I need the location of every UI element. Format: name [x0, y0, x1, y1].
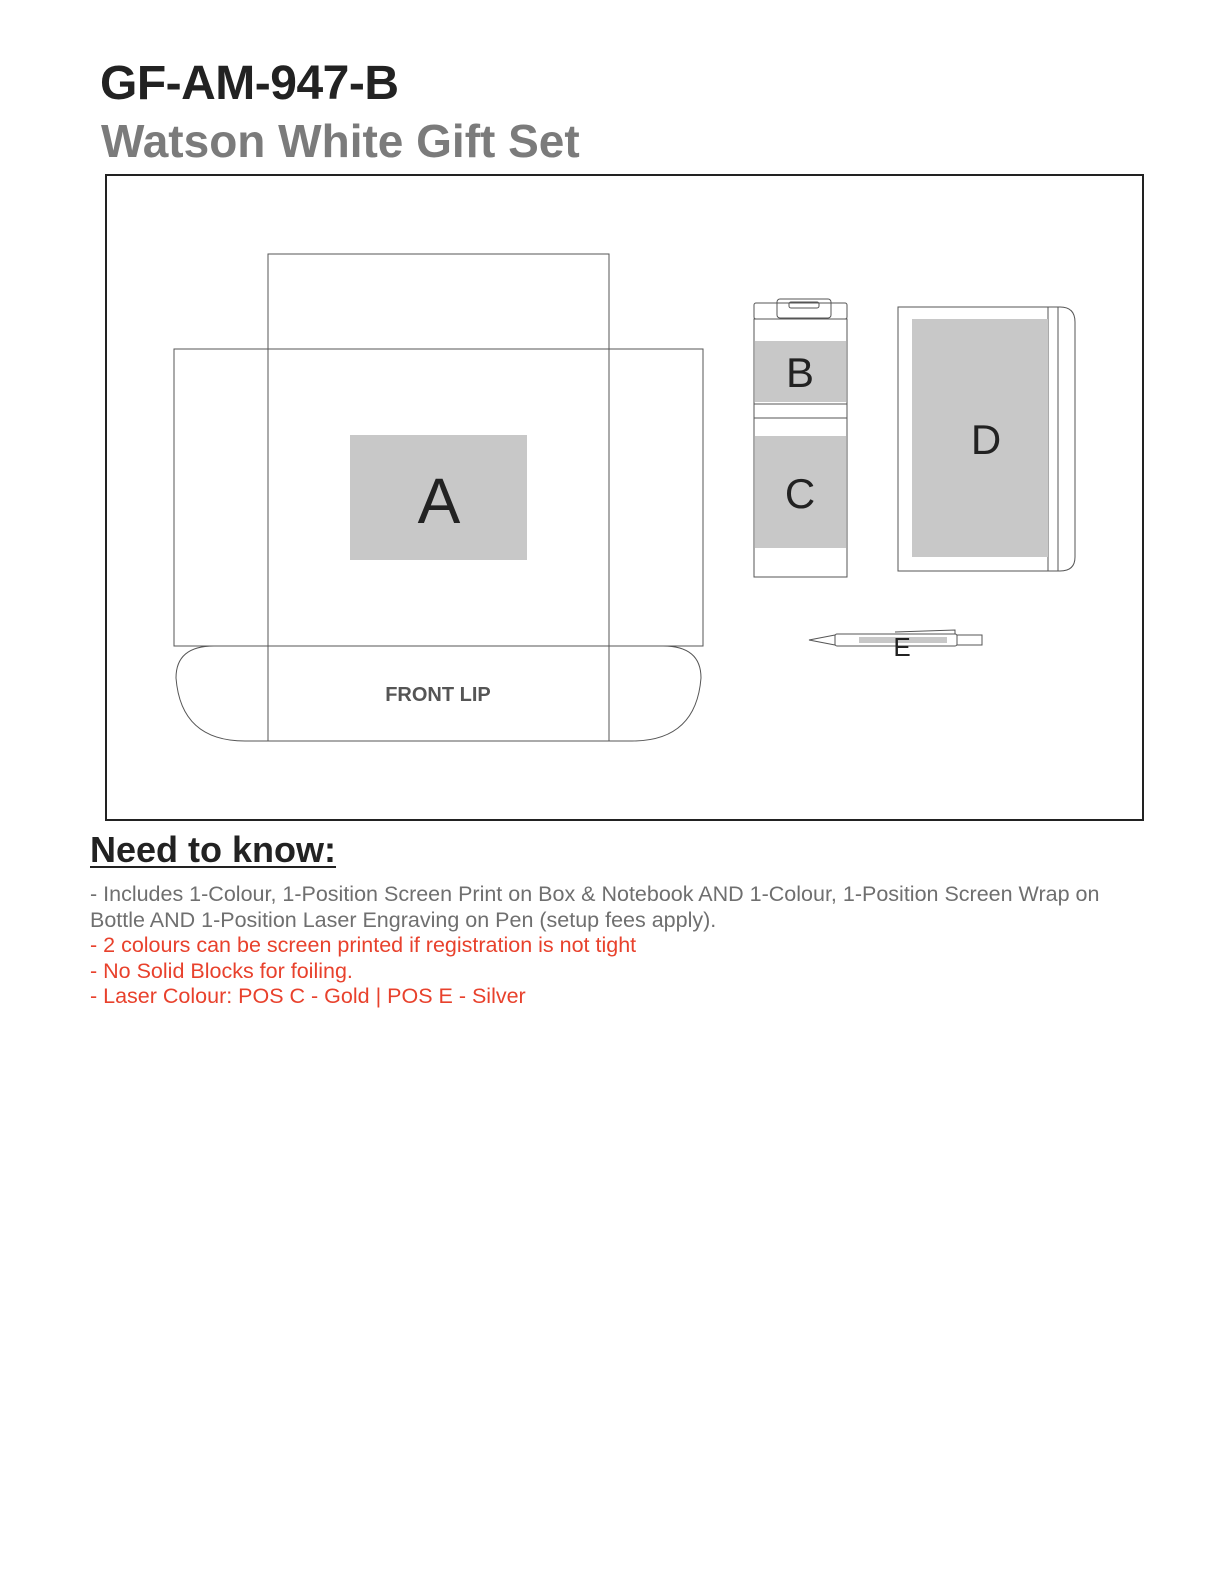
product-name: Watson White Gift Set: [101, 115, 580, 167]
position-d-label: D: [970, 416, 1002, 463]
need-to-know-list: [90, 882, 1140, 1010]
position-e-label: E: [893, 632, 911, 662]
need-to-know-heading: Need to know:: [90, 829, 337, 870]
note-print-inclusions: - Includes 1-Colour, 1-Position Screen Print on Box & Notebook AND 1-Colour, 1-Position Screen Wrap on Bottle AND 1-Position Laser Engraving on Pen (setup fees apply).: [90, 882, 1100, 932]
note-laser-colour: - Laser Colour: POS C - Gold | POS E - Silver: [90, 984, 526, 1008]
front-lip-label: FRONT LIP: [385, 684, 491, 706]
position-a-label: A: [417, 465, 461, 537]
print-area-diagram: [105, 174, 1144, 821]
note-two-colours: - 2 colours can be screen printed if registration is not tight: [90, 933, 637, 957]
note-foiling: - No Solid Blocks for foiling.: [90, 958, 353, 983]
position-b-label: B: [785, 349, 815, 396]
position-c-label: C: [784, 470, 816, 517]
product-code: GF-AM-947-B: [100, 57, 399, 110]
